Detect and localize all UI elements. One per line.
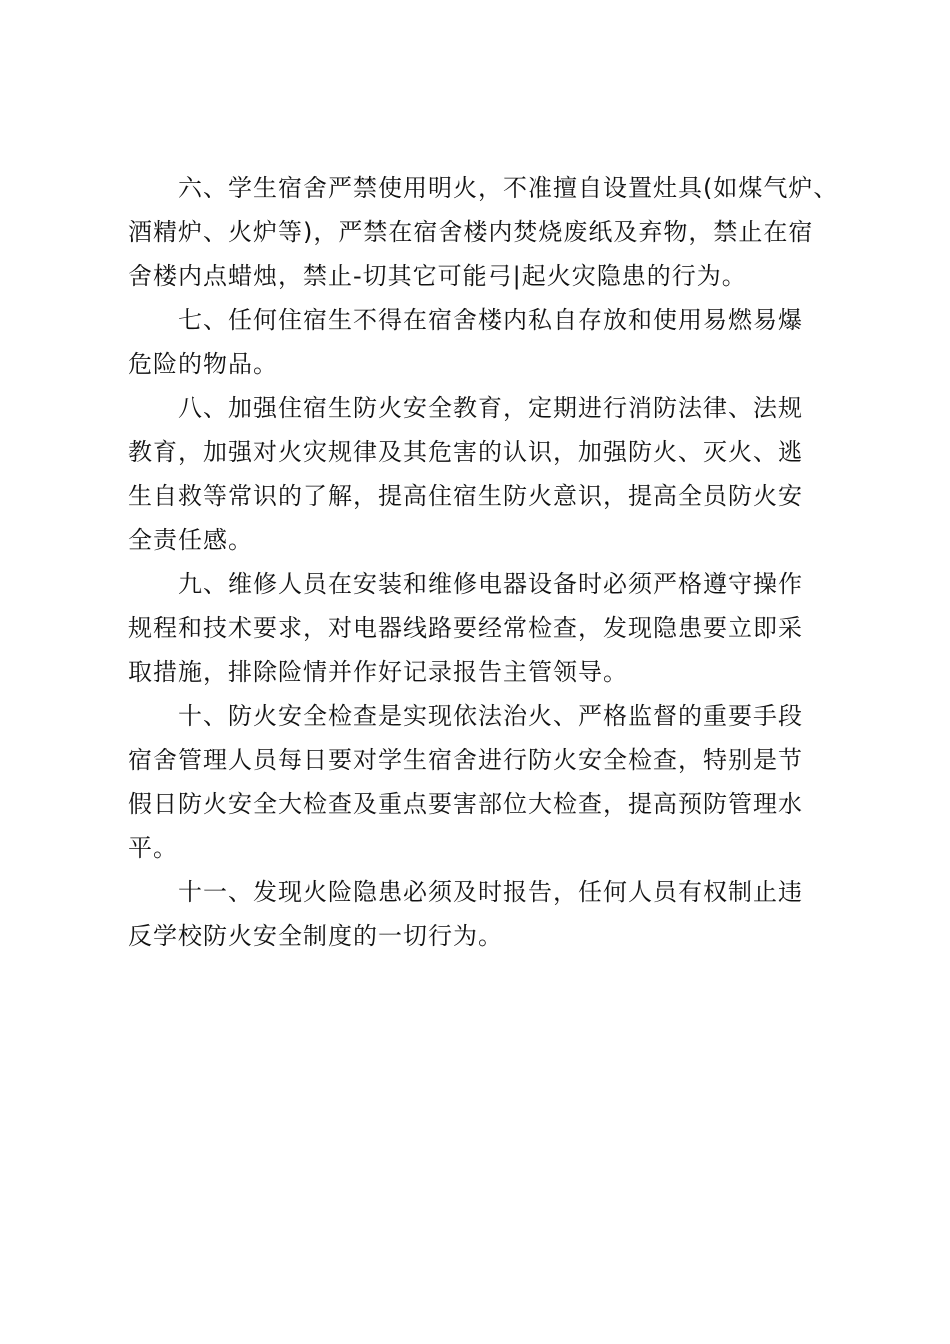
paragraph-line: 规程和技术要求，对电器线路要经常检查，发现隐患要立即采	[128, 614, 803, 642]
paragraph-7	[128, 298, 848, 386]
paragraph-line: 反学校防火安全制度的一切行为。	[128, 922, 503, 950]
paragraph-10	[128, 694, 848, 870]
paragraph-line: 生自救等常识的了解，提高住宿生防火意识，提高全员防火安	[128, 482, 803, 510]
paragraph-line: 全责任感。	[128, 526, 253, 554]
paragraph-line: 酒精炉、火炉等)，严禁在宿舍楼内焚烧废纸及弃物，禁止在宿	[128, 218, 814, 246]
document-body	[128, 166, 848, 958]
paragraph-line: 十一、发现火险隐患必须及时报告，任何人员有权制止违	[178, 878, 803, 906]
paragraph-line: 宿舍管理人员每日要对学生宿舍进行防火安全检查，特别是节	[128, 746, 803, 774]
paragraph-line: 危险的物品。	[128, 350, 278, 378]
paragraph-line: 取措施，排除险情并作好记录报告主管领导。	[128, 658, 628, 686]
paragraph-line: 平。	[128, 834, 178, 862]
paragraph-8	[128, 386, 848, 562]
paragraph-line: 舍楼内点蜡烛，禁止-切其它可能弓|起火灾隐患的行为。	[128, 262, 747, 290]
paragraph-line: 假日防火安全大检查及重点要害部位大检查，提高预防管理水	[128, 790, 803, 818]
paragraph-6	[128, 166, 848, 298]
paragraph-line: 十、防火安全检查是实现依法治火、严格监督的重要手段	[178, 702, 803, 730]
paragraph-line: 九、维修人员在安装和维修电器设备时必须严格遵守操作	[178, 570, 803, 598]
paragraph-line: 六、学生宿舍严禁使用明火，不准擅自设置灶具(如煤气炉、	[178, 174, 839, 202]
paragraph-line: 八、加强住宿生防火安全教育，定期进行消防法律、法规	[178, 394, 803, 422]
paragraph-11	[128, 870, 848, 958]
paragraph-line: 教育，加强对火灾规律及其危害的认识，加强防火、灭火、逃	[128, 438, 803, 466]
paragraph-9	[128, 562, 848, 694]
paragraph-line: 七、任何住宿生不得在宿舍楼内私自存放和使用易燃易爆	[178, 306, 803, 334]
